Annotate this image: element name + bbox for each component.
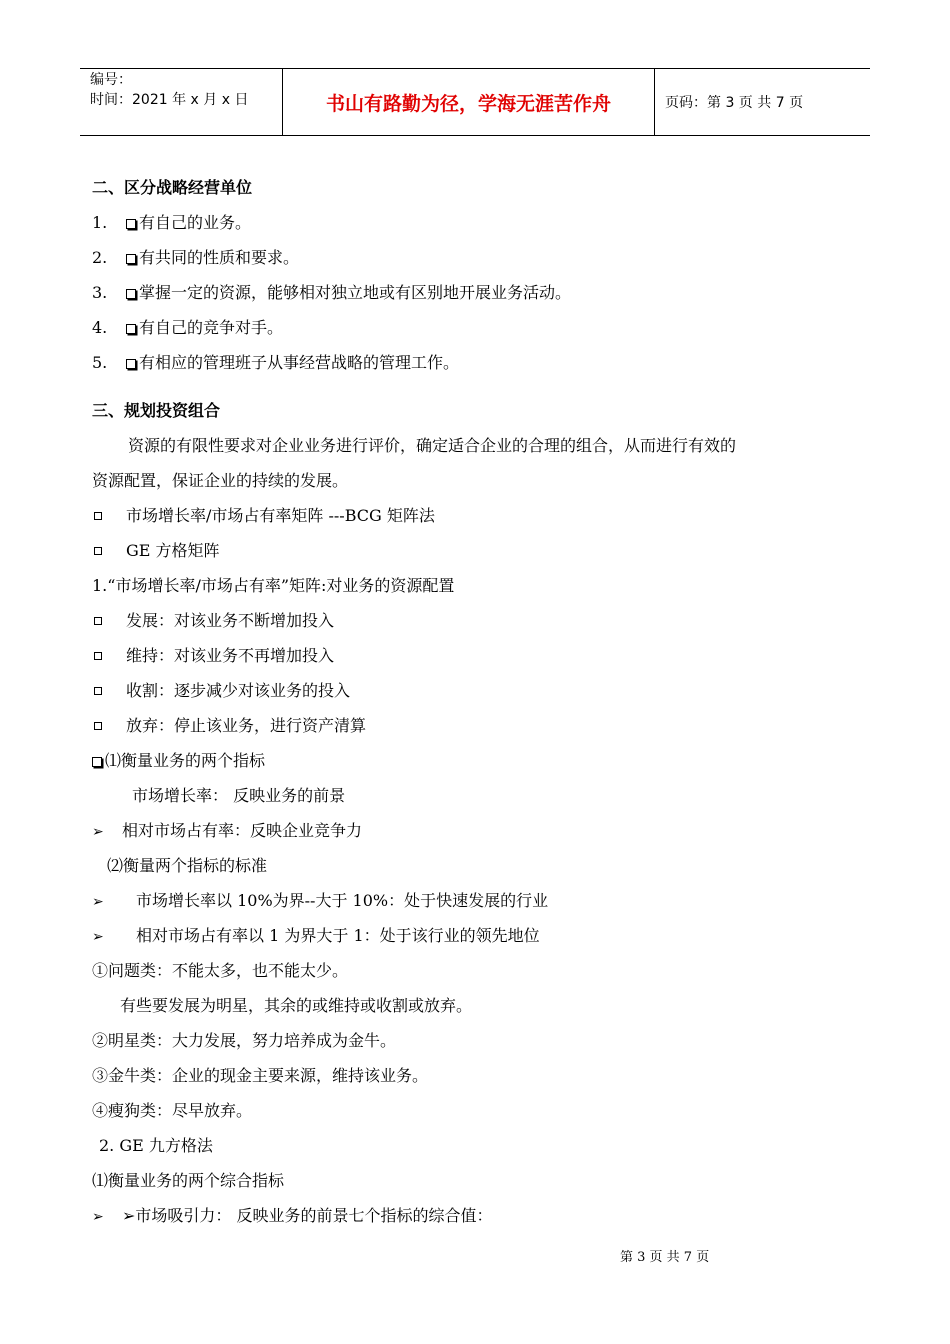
standards-title: ⑵衡量两个指标的标准	[107, 856, 268, 875]
question-category: ①问题类：不能太多，也不能太少。	[92, 961, 349, 980]
cashcow-category: ③金牛类：企业的现金主要来源，维持该业务。	[92, 1066, 429, 1085]
paragraph-line: 资源的有限性要求对企业业务进行评价，确定适合企业的合理的组合，从而进行有效的	[128, 436, 737, 455]
item-number: 4.	[92, 318, 108, 337]
arrow-bullet-icon: ➢	[92, 929, 104, 945]
dog-category: ④瘦狗类：尽早放弃。	[92, 1101, 253, 1120]
strategy-text: 放弃：停止该业务，进行资产清算	[126, 716, 367, 735]
method-item	[92, 540, 220, 562]
growth-rate-line: 市场增长率： 反映业务的前景	[132, 786, 346, 805]
indicators-title	[92, 750, 265, 772]
arrow-bullet-icon: ➢	[92, 824, 104, 840]
checkbox-icon	[126, 289, 136, 299]
list-item	[92, 282, 571, 304]
list-item	[92, 247, 299, 269]
method-text: 市场增长率/市场占有率矩阵 ---BCG 矩阵法	[126, 506, 435, 525]
indicators-title-text: ⑴衡量业务的两个指标	[105, 751, 266, 770]
checkbox-icon	[126, 324, 136, 334]
ge-attractiveness-text: ➢市场吸引力： 反映业务的前景七个指标的综合值：	[122, 1206, 493, 1225]
standard-item	[92, 890, 548, 913]
method-text: GE 方格矩阵	[126, 541, 220, 560]
checkbox-icon	[92, 757, 102, 767]
item-number: 1.	[92, 213, 108, 232]
question-note: 有些要发展为明星，其余的或维持或收割或放弃。	[120, 996, 473, 1015]
ge-title: 2. GE 九方格法	[99, 1136, 213, 1155]
standard-text: 市场增长率以 10%为界--大于 10%：处于快速发展的行业	[136, 891, 549, 910]
item-text: 有共同的性质和要求。	[139, 248, 300, 267]
header-meta-cell	[80, 69, 283, 135]
strategy-text: 收割：逐步减少对该业务的投入	[126, 681, 351, 700]
strategy-item	[92, 645, 334, 667]
strategy-item	[92, 715, 366, 737]
item-number: 3.	[92, 283, 108, 302]
checkbox-icon	[126, 219, 136, 229]
header-page-label: 页码：第 3 页 共 7 页	[665, 95, 804, 111]
list-item	[92, 212, 251, 234]
relative-share-item	[92, 820, 362, 843]
section3-heading: 三、规划投资组合	[92, 401, 221, 420]
item-number: 5.	[92, 353, 108, 372]
small-square-bullet-icon	[94, 722, 102, 730]
standard-item	[92, 925, 540, 948]
item-text: 掌握一定的资源，能够相对独立地或有区别地开展业务活动。	[139, 283, 572, 302]
small-square-bullet-icon	[94, 617, 102, 625]
standard-text: 相对市场占有率以 1 为界大于 1：处于该行业的领先地位	[136, 926, 540, 945]
page-header	[80, 68, 870, 136]
arrow-bullet-icon: ➢	[92, 1209, 104, 1225]
relative-share-text: 相对市场占有率：反映企业竞争力	[122, 821, 363, 840]
strategy-text: 发展：对该业务不断增加投入	[126, 611, 335, 630]
arrow-bullet-icon: ➢	[92, 894, 104, 910]
section2-heading: 二、区分战略经营单位	[92, 178, 253, 197]
checkbox-icon	[126, 359, 136, 369]
star-category: ②明星类：大力发展，努力培养成为金牛。	[92, 1031, 397, 1050]
small-square-bullet-icon	[94, 687, 102, 695]
item-number: 2.	[92, 248, 108, 267]
strategy-text: 维持：对该业务不再增加投入	[126, 646, 335, 665]
number-label: 编号：	[90, 72, 132, 88]
method-item	[92, 505, 435, 527]
list-item	[92, 317, 283, 339]
small-square-bullet-icon	[94, 512, 102, 520]
date-label: 时间：2021 年 x 月 x 日	[90, 92, 249, 108]
list-item	[92, 352, 459, 374]
ge-indicators: ⑴衡量业务的两个综合指标	[92, 1171, 285, 1190]
item-text: 有相应的管理班子从事经营战略的管理工作。	[139, 353, 460, 372]
bcg-title: 1.“市场增长率/市场占有率”矩阵:对业务的资源配置	[92, 576, 455, 595]
paragraph-line: 资源配置，保证企业的持续的发展。	[92, 471, 349, 490]
item-text: 有自己的竞争对手。	[139, 318, 284, 337]
strategy-item	[92, 680, 350, 702]
checkbox-icon	[126, 254, 136, 264]
small-square-bullet-icon	[94, 652, 102, 660]
strategy-item	[92, 610, 334, 632]
ge-attractiveness-item	[92, 1205, 493, 1228]
header-motto: 书山有路勤为径，学海无涯苦作舟	[283, 69, 655, 135]
small-square-bullet-icon	[94, 547, 102, 555]
page-footer: 第 3 页 共 7 页	[620, 1250, 710, 1265]
item-text: 有自己的业务。	[139, 213, 252, 232]
